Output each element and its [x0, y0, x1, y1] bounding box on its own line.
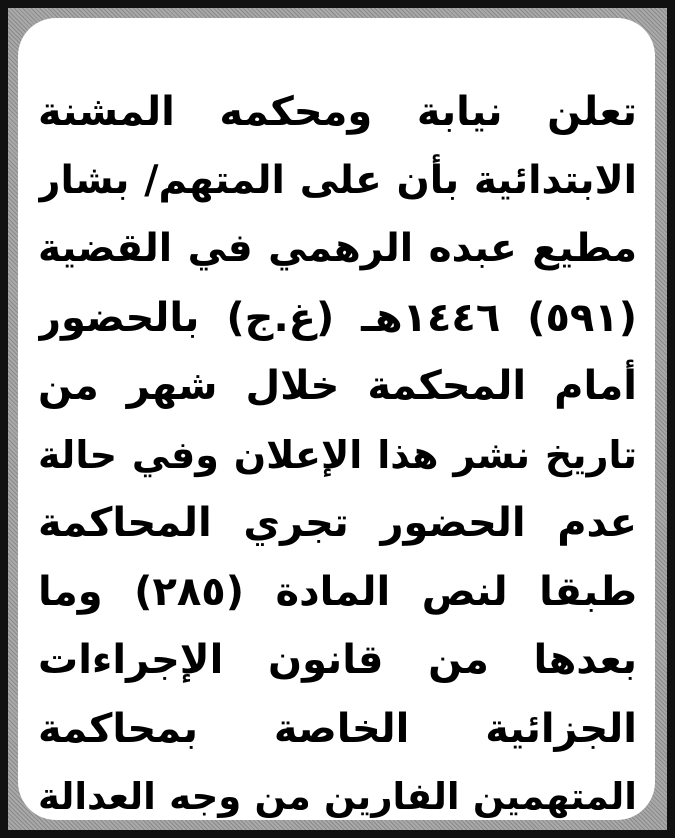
notice-body: [38, 78, 637, 832]
notice-line: طبقا لنص المادة (٢٨٥) وما: [38, 568, 637, 615]
notice-line: تعلن نيابة ومحكمه المشنة: [38, 89, 637, 135]
notice-panel: [18, 18, 655, 820]
notice-line: عدم الحضور تجري المحاكمة: [38, 500, 637, 546]
notice-line: الابتدائية بأن على المتهم/ بشار: [38, 157, 637, 203]
notice-line: تاريخ نشر هذا الإعلان وفي حالة: [38, 432, 637, 477]
notice-line: (٥٩١) ١٤٤٦هـ (غ.ج) بالحضور: [38, 294, 637, 341]
notice-line: أمام المحكمة خلال شهر من: [38, 363, 637, 409]
notice-line: بعدها من قانون الإجراءات: [38, 637, 637, 683]
notice-line: المتهمين الفارين من وجه العدالة: [38, 775, 637, 818]
notice-line: الجزائية الخاصة بمحاكمة: [38, 705, 637, 752]
notice-line: مطيع عبده الرهمي في القضية: [38, 226, 637, 271]
